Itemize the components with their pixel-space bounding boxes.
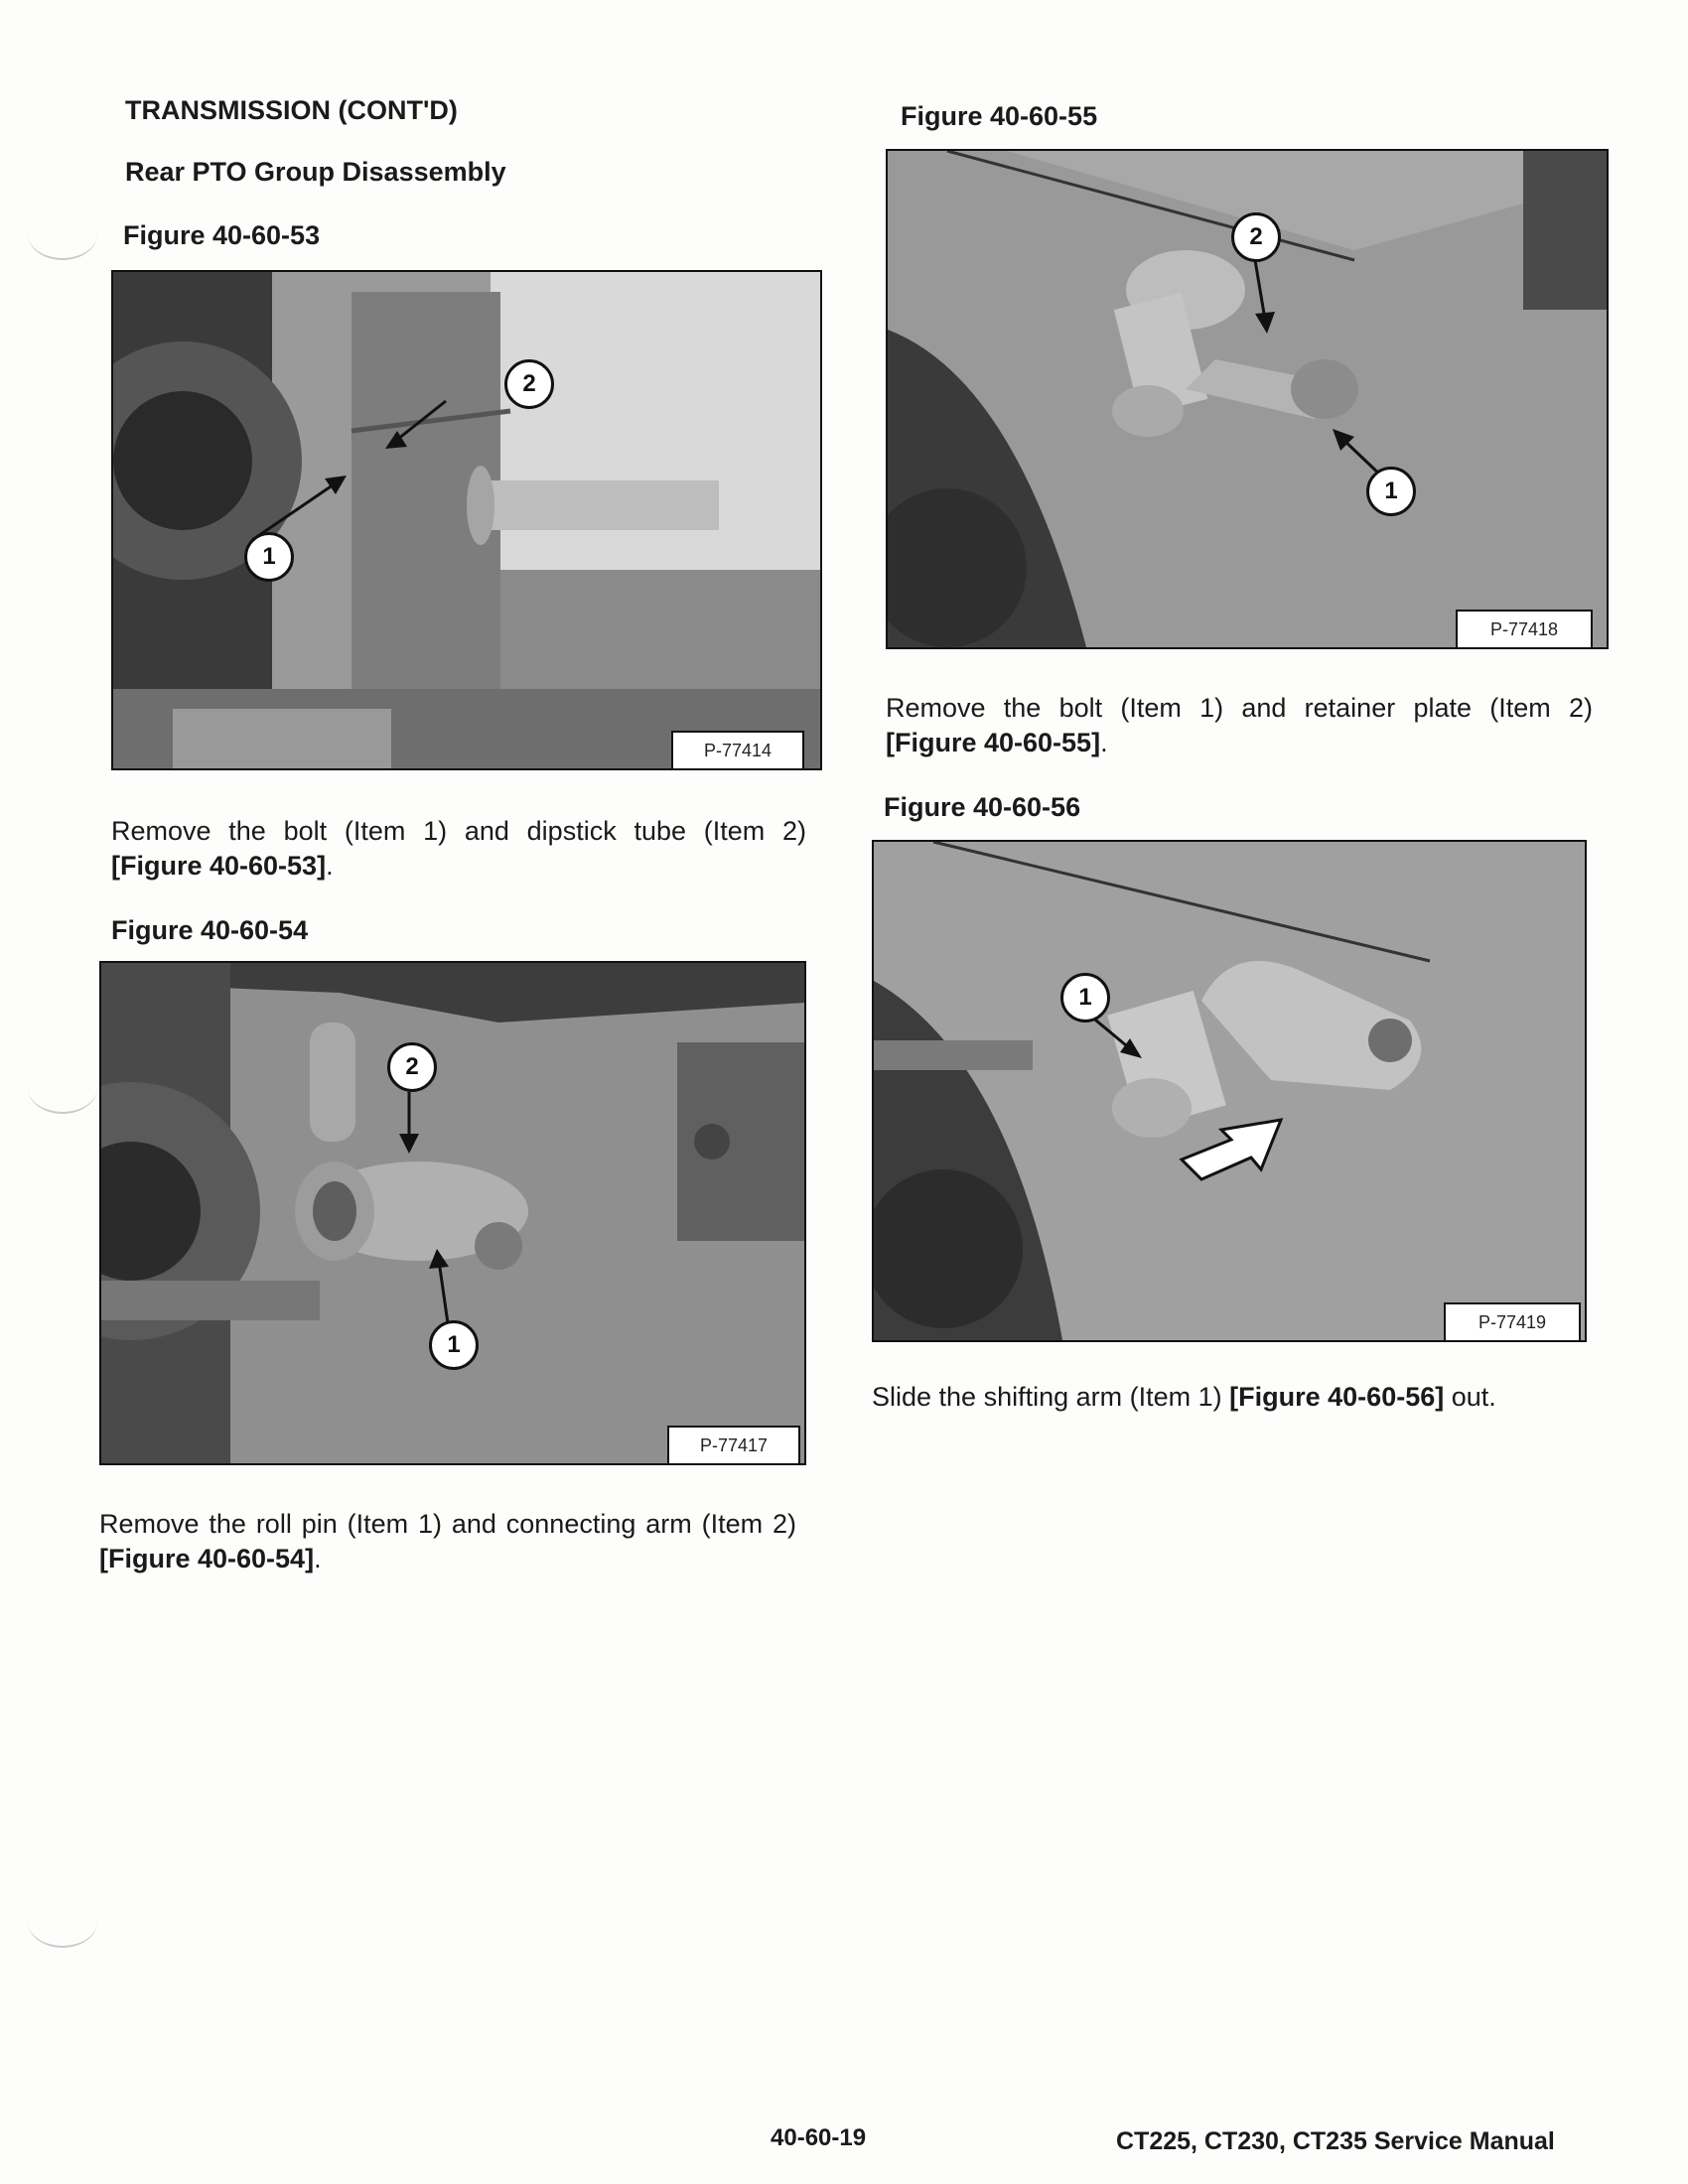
figure-56-image [874, 842, 1585, 1340]
figure-56-caption-end: out. [1444, 1382, 1496, 1412]
figure-55-caption-ref: [Figure 40-60-55] [886, 728, 1101, 757]
figure-55-photo [886, 149, 1609, 649]
page-number: 40-60-19 [771, 2124, 867, 2151]
figure-53-caption-ref: [Figure 40-60-53] [111, 851, 327, 881]
figure-56-caption-text: Slide the shifting arm (Item 1) [872, 1382, 1222, 1412]
manual-title: CT225, CT230, CT235 Service Manual [1116, 2127, 1555, 2155]
figure-53-image [113, 272, 820, 768]
figure-55-photo-number: P-77418 [1456, 610, 1593, 647]
figure-54-caption-ref: [Figure 40-60-54] [99, 1544, 315, 1573]
figure-53-caption-end: . [326, 851, 334, 881]
figure-56-label: Figure 40-60-56 [884, 792, 1081, 822]
figure-54-image [101, 963, 804, 1463]
figure-54-photo [99, 961, 806, 1465]
figure-55-caption [886, 691, 1593, 760]
figure-55-label: Figure 40-60-55 [901, 101, 1098, 131]
figure-54-caption [99, 1507, 796, 1576]
figure-53-caption [111, 814, 806, 884]
figure-54-caption-text: Remove the roll pin (Item 1) and connecting arm (Item 2) [99, 1509, 796, 1539]
figure-56-photo-number: P-77419 [1444, 1302, 1581, 1340]
figure-53-photo-number: P-77414 [671, 731, 804, 768]
figure-55-callout-2: 2 [1231, 212, 1281, 262]
figure-54-callout-1: 1 [429, 1320, 479, 1370]
figure-56-callout-1: 1 [1060, 973, 1110, 1023]
figure-53-caption-text: Remove the bolt (Item 1) and dipstick tube (Item 2) [111, 816, 806, 846]
figure-56-photo [872, 840, 1587, 1342]
subsection-title: Rear PTO Group Disassembly [125, 157, 506, 187]
binder-mark-bottom [28, 1896, 97, 1948]
figure-56-caption-ref: [Figure 40-60-56] [1229, 1382, 1445, 1412]
figure-55-callout-1: 1 [1366, 467, 1416, 516]
binder-mark-top [28, 208, 97, 260]
figure-53-label: Figure 40-60-53 [123, 220, 321, 250]
figure-56-caption [872, 1380, 1587, 1415]
figure-54-callout-2: 2 [387, 1042, 437, 1092]
figure-55-caption-text: Remove the bolt (Item 1) and retainer plate (Item 2) [886, 693, 1593, 723]
figure-54-photo-number: P-77417 [667, 1426, 800, 1463]
figure-53-callout-1: 1 [244, 532, 294, 582]
section-title: TRANSMISSION (CONT'D) [125, 95, 458, 125]
figure-53-photo [111, 270, 822, 770]
figure-54-label: Figure 40-60-54 [111, 915, 309, 945]
figure-55-caption-end: . [1100, 728, 1108, 757]
binder-mark-middle [28, 1062, 97, 1114]
figure-53-callout-2: 2 [504, 359, 554, 409]
figure-54-caption-end: . [314, 1544, 322, 1573]
